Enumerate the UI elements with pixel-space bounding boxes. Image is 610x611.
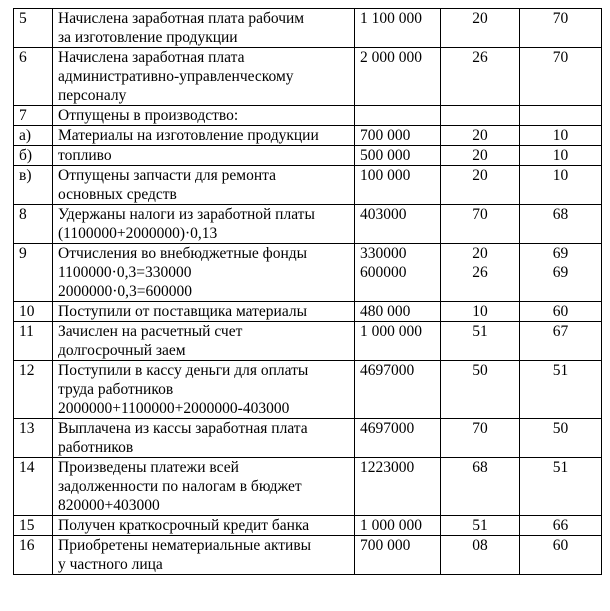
- operation-description-cell: Отчисления во внебюджетные фонды 1100000·0,3=330000 2000000·0,3=600000: [53, 244, 355, 302]
- operation-description-cell: топливо: [53, 146, 355, 166]
- credit-account-cell: 69 69: [520, 244, 602, 302]
- operation-description-cell: Начислена заработная плата административно-управленческому персоналу: [53, 48, 355, 106]
- operation-description-cell: Выплачена из кассы заработная плата работников: [53, 419, 355, 458]
- credit-account-cell: 66: [520, 516, 602, 536]
- entry-number-cell: 6: [14, 48, 53, 106]
- credit-account-cell: 68: [520, 205, 602, 244]
- debit-account-cell: 20: [441, 166, 520, 205]
- table-row: [14, 302, 602, 322]
- amount-cell: 1 000 000: [355, 516, 441, 536]
- amount-cell: 4697000: [355, 419, 441, 458]
- operation-description-cell: Начислена заработная плата рабочим за изготовление продукции: [53, 9, 355, 48]
- debit-account-cell: 70: [441, 419, 520, 458]
- operation-description-cell: Отпущены запчасти для ремонта основных средств: [53, 166, 355, 205]
- table-row: [14, 419, 602, 458]
- operation-description-cell: Поступили от поставщика материалы: [53, 302, 355, 322]
- table-row: [14, 322, 602, 361]
- table-row: [14, 106, 602, 126]
- debit-account-cell: 68: [441, 458, 520, 516]
- entry-number-cell: а): [14, 126, 53, 146]
- entry-number-cell: 5: [14, 9, 53, 48]
- operation-description-cell: Получен краткосрочный кредит банка: [53, 516, 355, 536]
- amount-cell: 500 000: [355, 146, 441, 166]
- credit-account-cell: 67: [520, 322, 602, 361]
- amount-cell: 1 100 000: [355, 9, 441, 48]
- entry-number-cell: 13: [14, 419, 53, 458]
- ledger-body: [14, 9, 602, 575]
- credit-account-cell: 10: [520, 166, 602, 205]
- debit-account-cell: 08: [441, 536, 520, 575]
- entry-number-cell: в): [14, 166, 53, 205]
- amount-cell: 700 000: [355, 536, 441, 575]
- credit-account-cell: 50: [520, 419, 602, 458]
- operation-description-cell: Произведены платежи всей задолженности по налогам в бюджет 820000+403000: [53, 458, 355, 516]
- amount-cell: 2 000 000: [355, 48, 441, 106]
- debit-account-cell: 70: [441, 205, 520, 244]
- amount-cell: 480 000: [355, 302, 441, 322]
- credit-account-cell: 10: [520, 126, 602, 146]
- operation-description-cell: Зачислен на расчетный счет долгосрочный заем: [53, 322, 355, 361]
- table-row: [14, 166, 602, 205]
- debit-account-cell: 50: [441, 361, 520, 419]
- debit-account-cell: 26: [441, 48, 520, 106]
- entry-number-cell: 11: [14, 322, 53, 361]
- operation-description-cell: Поступили в кассу деньги для оплаты труда работников 2000000+1100000+2000000-403000: [53, 361, 355, 419]
- table-row: [14, 146, 602, 166]
- debit-account-cell: [441, 106, 520, 126]
- credit-account-cell: 60: [520, 536, 602, 575]
- credit-account-cell: [520, 106, 602, 126]
- credit-account-cell: 51: [520, 361, 602, 419]
- debit-account-cell: 20 26: [441, 244, 520, 302]
- entry-number-cell: 16: [14, 536, 53, 575]
- table-row: [14, 361, 602, 419]
- operation-description-cell: Отпущены в производство:: [53, 106, 355, 126]
- entry-number-cell: 8: [14, 205, 53, 244]
- table-row: [14, 126, 602, 146]
- amount-cell: 100 000: [355, 166, 441, 205]
- table-row: [14, 205, 602, 244]
- table-row: [14, 9, 602, 48]
- amount-cell: 1 000 000: [355, 322, 441, 361]
- credit-account-cell: 51: [520, 458, 602, 516]
- entry-number-cell: 10: [14, 302, 53, 322]
- operation-description-cell: Приобретены нематериальные активы у частного лица: [53, 536, 355, 575]
- entry-number-cell: 7: [14, 106, 53, 126]
- debit-account-cell: 10: [441, 302, 520, 322]
- operation-description-cell: Удержаны налоги из заработной платы (1100000+2000000)·0,13: [53, 205, 355, 244]
- credit-account-cell: 70: [520, 9, 602, 48]
- debit-account-cell: 51: [441, 322, 520, 361]
- table-row: [14, 48, 602, 106]
- entry-number-cell: б): [14, 146, 53, 166]
- entry-number-cell: 14: [14, 458, 53, 516]
- table-row: [14, 516, 602, 536]
- amount-cell: [355, 106, 441, 126]
- credit-account-cell: 10: [520, 146, 602, 166]
- table-row: [14, 458, 602, 516]
- ledger-table: [13, 8, 602, 575]
- debit-account-cell: 20: [441, 9, 520, 48]
- entry-number-cell: 9: [14, 244, 53, 302]
- table-row: [14, 536, 602, 575]
- table-row: [14, 244, 602, 302]
- credit-account-cell: 70: [520, 48, 602, 106]
- debit-account-cell: 20: [441, 146, 520, 166]
- debit-account-cell: 20: [441, 126, 520, 146]
- amount-cell: 4697000: [355, 361, 441, 419]
- operation-description-cell: Материалы на изготовление продукции: [53, 126, 355, 146]
- entry-number-cell: 15: [14, 516, 53, 536]
- amount-cell: 1223000: [355, 458, 441, 516]
- credit-account-cell: 60: [520, 302, 602, 322]
- amount-cell: 330000 600000: [355, 244, 441, 302]
- amount-cell: 700 000: [355, 126, 441, 146]
- amount-cell: 403000: [355, 205, 441, 244]
- entry-number-cell: 12: [14, 361, 53, 419]
- debit-account-cell: 51: [441, 516, 520, 536]
